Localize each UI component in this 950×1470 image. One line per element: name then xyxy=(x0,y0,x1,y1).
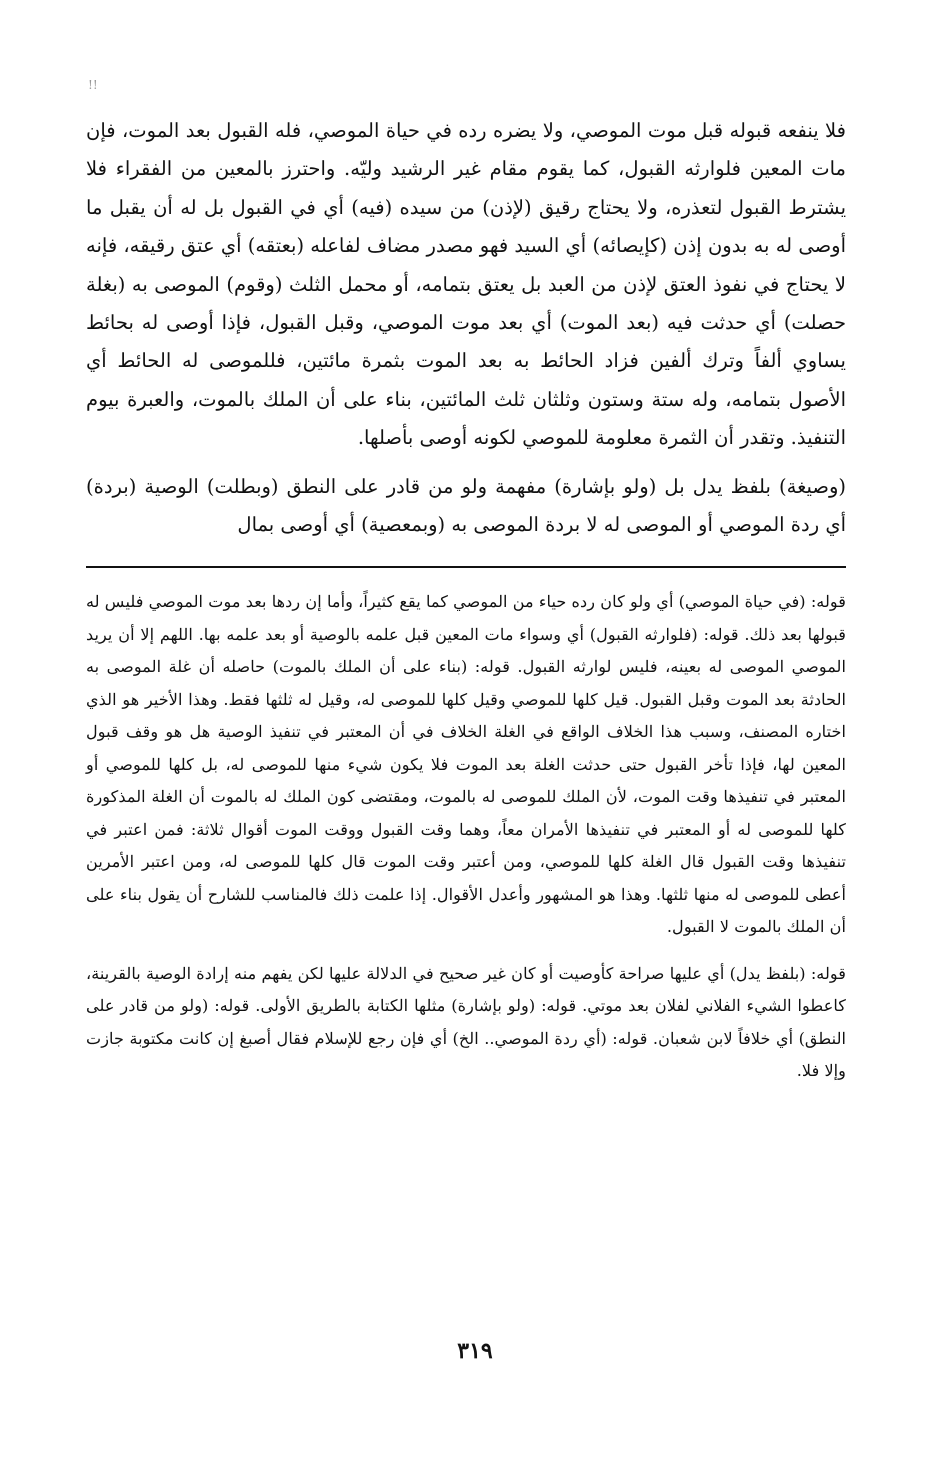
main-text-paragraph-2: (وصيغة) بلفظ يدل بل (ولو بإشارة) مفهمة ولو من قادر على النطق (وبطلت) الوصية (بردة) أي ردة الموصي أو الموصى له لا بردة الموصى به (وبمعصية) أي أوصى بمال xyxy=(86,474,846,537)
footnote-paragraph-2: قوله: (بلفظ يدل) أي عليها صراحة كأوصيت أو كان غير صحيح في الدلالة عليها لكن يفهم منه إرادة الوصية بالقرينة، كاعطوا الشيء الفلاني لفلان بعد موتي. قوله: (ولو بإشارة) مثلها الكتابة بالطريق الأولى. قوله: (ولو من قادر على النطق) أي خلافاً لابن شعبان. قوله: (أي ردة الموصي.. الخ) أي فإن رجع للإسلام فقال أصبغ إن كانت مكتوبة جازت وإلا فلا. xyxy=(86,963,846,1081)
main-text-paragraph-1: فلا ينفعه قبوله قبل موت الموصي، ولا يضره رده في حياة الموصي، فله القبول بعد الموت، فإن مات المعين فلوارثه القبول، كما يقوم مقام غير الرشيد وليّه. واحترز بالمعين من الفقراء فلا يشترط القبول لتعذره، ولا يحتاج رقيق (لإذن) من سيده (فيه) أي في القبول بل له أن يقبل ما أوصى له به بدون إذن (كإيصائه) أي السيد فهو مصدر مضاف لفاعله (بعتقه) أي عتق رقيقه، فإنه لا يحتاج في نفوذ العتق لإذن من العبد بل يعتق بتمامه، أو محمل الثلث (وقوم) الموصى به (بغلة حصلت) أي حدثت فيه (بعد الموت) أي بعد موت الموصي، وقبل القبول، فإذا أوصى له بحائط يساوي ألفاً وترك ألفين فزاد الحائط به بعد الموت بثمرة مائتين، فللموصى له الحائط أي الأصول بتمامه، وله ستة وستون وثلثان ثلث المائتين، بناء على أن الملك بالموت، والعبرة بيوم التنفيذ. وتقدر أن الثمرة معلومة للموصي لكونه أوصى بأصلها. xyxy=(86,119,846,450)
footnote-paragraph-1: قوله: (في حياة الموصي) أي ولو كان رده حياء من الموصي كما يقع كثيراً، وأما إن ردها بعد موت الموصي فليس له قبولها بعد ذلك. قوله: (فلوارثه القبول) أي وسواء مات المعين قبل علمه بالوصية أو بعد علمه بها. اللهم إلا أن يريد الموصي الموصى له بعينه، فليس لوارثه القبول. قوله: (بناء على أن الملك بالموت) حاصله أن غلة الموصى به الحادثة بعد الموت وقبل القبول. قيل كلها للموصي وقيل كلها للموصى له، وقيل له ثلثها فقط. وهذا الأخير هو الذي اختاره المصنف، وسبب هذا الخلاف الواقع في الغلة الخلاف في أن المعتبر في تنفيذ الوصية هل هو وقف قبول المعين لها، فإذا تأخر القبول حتى حدثت الغلة بعد الموت فلا يكون شيء منها للموصى له، بل كلها للموصي أو المعتبر في تنفيذها وقت الموت، لأن الملك للموصى له بالموت، ومقتضى كون الملك له بالموت أن الغلة المذكورة كلها للموصى له أو المعتبر في تنفيذها الأمران معاً، وهما وقت القبول ووقت الموت أقوال ثلاثة: فمن اعتبر في تنفيذها وقت القبول قال الغلة كلها للموصي، ومن أعتبر وقت الموت قال كلها للموصى له، ومن اعتبر الأمرين أعطى للموصى له منها ثلثها. وهذا هو المشهور وأعدل الأقوال. إذا علمت ذلك فالمناسب للشارح أن يقول بناء على أن الملك بالموت لا القبول. xyxy=(86,592,846,937)
page-number: ٣١٩ xyxy=(457,1338,493,1364)
footnote-divider xyxy=(86,566,846,568)
page-body xyxy=(86,112,846,1088)
margin-mark: !! xyxy=(88,78,98,92)
